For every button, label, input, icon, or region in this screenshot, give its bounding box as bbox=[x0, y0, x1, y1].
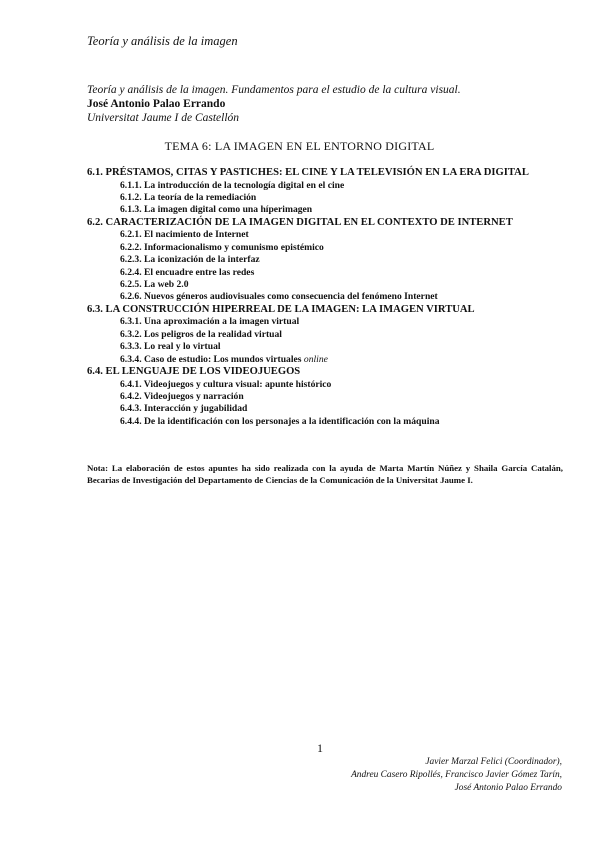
credit-line: Javier Marzal Felici (Coordinador), bbox=[425, 757, 562, 767]
toc-item-text: 6.3.4. Caso de estudio: Los mundos virtuales bbox=[120, 353, 304, 365]
toc-section-6-3: 6.3. LA CONSTRUCCIÓN HIPERREAL DE LA IMAGEN: LA IMAGEN VIRTUAL bbox=[87, 303, 475, 315]
toc-item: 6.1.3. La imagen digital como una híperimagen bbox=[120, 204, 313, 216]
toc-section-6-1: 6.1. PRÉSTAMOS, CITAS Y PASTICHES: EL CINE Y LA TELEVISIÓN EN LA ERA DIGITAL bbox=[87, 167, 529, 178]
book-title: Teoría y análisis de la imagen. Fundamentos para el estudio de la cultura visual. bbox=[87, 84, 461, 96]
credit-line: Andreu Casero Ripollés, Francisco Javier Gómez Tarín, bbox=[351, 769, 562, 780]
book-info bbox=[87, 83, 567, 125]
toc-item: 6.2.3. La iconización de la interfaz bbox=[120, 254, 260, 266]
toc-item: 6.2.2. Informacionalismo y comunismo epistémico bbox=[120, 241, 324, 253]
toc-item: 6.4.1. Videojuegos y cultura visual: apunte histórico bbox=[120, 378, 332, 390]
author-affiliation: Universitat Jaume I de Castellón bbox=[87, 112, 240, 124]
toc-item: 6.2.6. Nuevos géneros audiovisuales como consecuencia del fenómeno Internet bbox=[120, 291, 438, 303]
toc-item-italic-word: online bbox=[303, 353, 328, 365]
toc-item: 6.1.1. La introducción de la tecnología digital en el cine bbox=[120, 179, 345, 191]
toc-item: 6.4.3. Interacción y jugabilidad bbox=[120, 403, 248, 415]
toc-section-6-4: 6.4. EL LENGUAJE DE LOS VIDEOJUEGOS bbox=[87, 366, 301, 378]
acknowledgement-note: Nota: La elaboración de estos apuntes ha sido realizada con la ayuda de Marta Martín Núñez y Shaila García Catalán, Becarias de Investigación del Departamento de Ciencias de la Comunicación de la Universitat Jaume I. bbox=[87, 463, 563, 486]
chapter-title: TEMA 6: LA IMAGEN EN EL ENTORNO DIGITAL bbox=[164, 139, 435, 153]
table-of-contents bbox=[87, 167, 567, 428]
toc-item: 6.3.1. Una aproximación a la imagen virtual bbox=[120, 316, 300, 328]
toc-item bbox=[87, 354, 567, 366]
toc-item: 6.4.4. De la identificación con los personajes a la identificación con la máquina bbox=[120, 415, 440, 427]
toc-item: 6.2.1. El nacimiento de Internet bbox=[120, 229, 249, 241]
running-header: Teoría y análisis de la imagen bbox=[87, 34, 238, 48]
toc-item: 6.3.2. Los peligros de la realidad virtual bbox=[120, 328, 282, 340]
toc-item: 6.1.2. La teoría de la remediación bbox=[120, 192, 257, 203]
footer-credits bbox=[242, 756, 562, 794]
credit-line: José Antonio Palao Errando bbox=[454, 782, 562, 793]
page-number: 1 bbox=[317, 741, 323, 755]
author-name: José Antonio Palao Errando bbox=[87, 98, 226, 110]
toc-section-6-2: 6.2. CARACTERIZACIÓN DE LA IMAGEN DIGITAL EN EL CONTEXTO DE INTERNET bbox=[87, 216, 513, 228]
toc-item: 6.4.2. Videojuegos y narración bbox=[120, 391, 244, 403]
toc-item: 6.2.4. El encuadre entre las redes bbox=[120, 266, 255, 278]
toc-item: 6.3.3. Lo real y lo virtual bbox=[120, 341, 221, 353]
toc-item: 6.2.5. La web 2.0 bbox=[120, 279, 189, 291]
